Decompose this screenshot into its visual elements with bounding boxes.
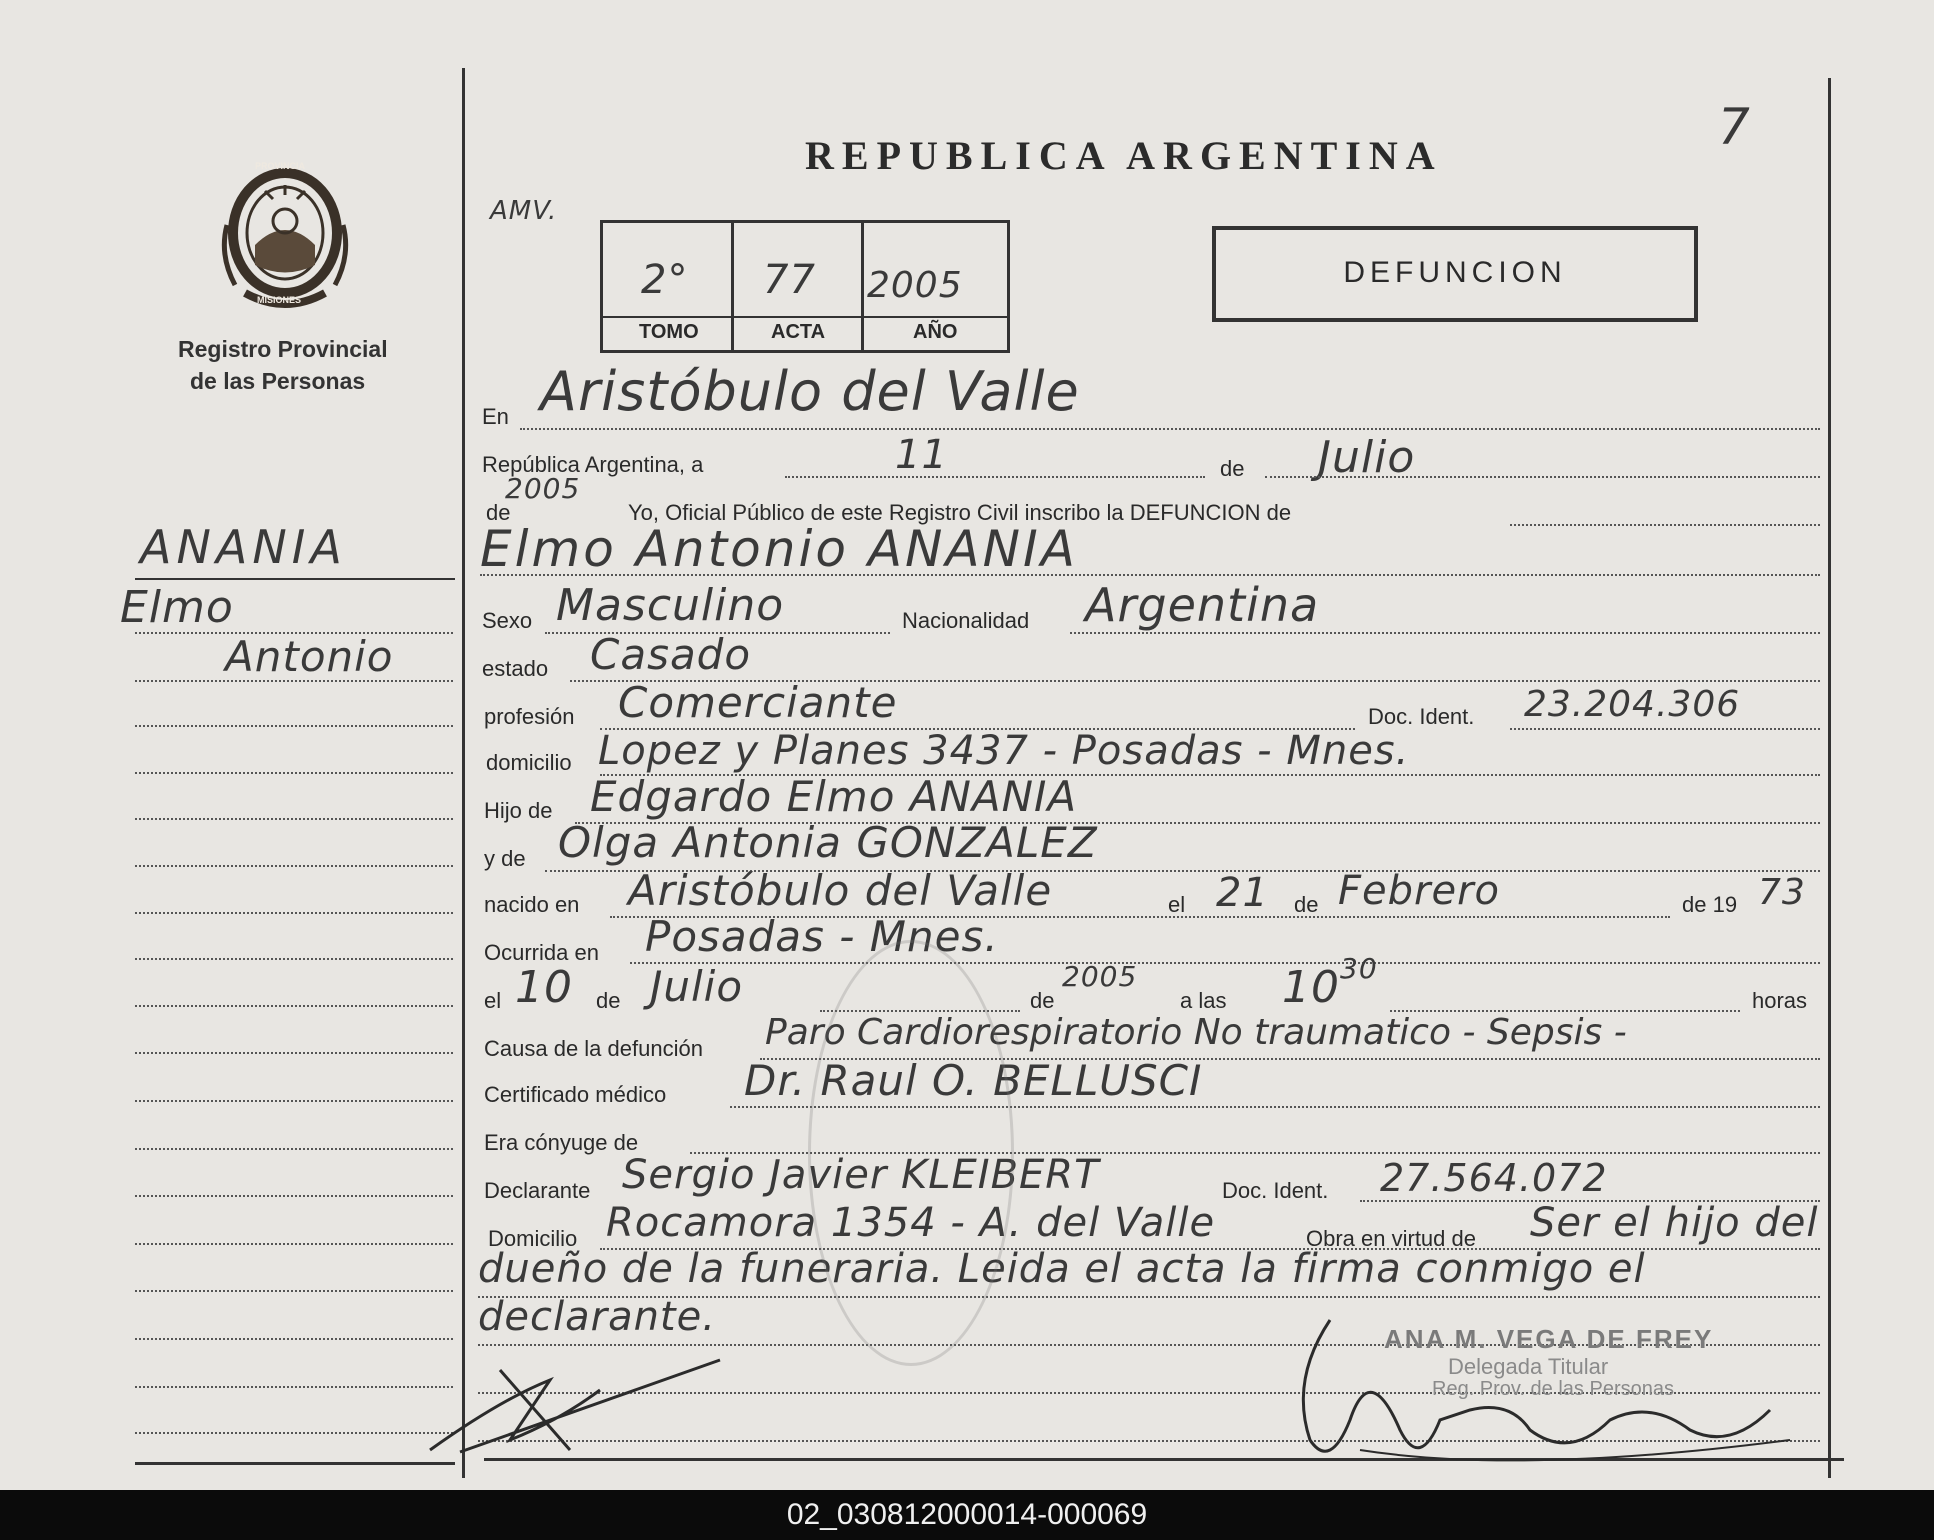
label-de-3: de (596, 988, 621, 1013)
margin-dotline (135, 1052, 453, 1054)
seal-top-text: PROVINCIA (255, 161, 306, 171)
label-de-mes: de (1294, 892, 1319, 917)
label-domicilio: domicilio (486, 750, 572, 775)
doc-type-label: DEFUNCION (1343, 256, 1567, 289)
seal-bottom-text: MISIONES (257, 295, 302, 305)
value-ocurrida-mes: Julio (650, 962, 744, 1011)
tomo-value: 2° (641, 257, 689, 303)
right-border-rule (1828, 78, 1831, 1478)
row-dotline (520, 428, 1820, 430)
value-minutos: 30 (1340, 952, 1378, 985)
value-nacido-ano: 73 (1758, 872, 1806, 913)
label-doc-ident: Doc. Ident. (1368, 704, 1475, 729)
registry-name-line2: de las Personas (190, 368, 366, 394)
margin-dotline (135, 680, 453, 682)
value-medico: Dr. Raul O. BELLUSCI (744, 1056, 1203, 1105)
margin-dotline (135, 725, 453, 727)
label-estado: estado (482, 656, 549, 681)
acta-value: 77 (763, 257, 816, 303)
label-obra: Obra en virtud de (1306, 1226, 1476, 1251)
row-dotline (630, 962, 1820, 964)
row-dotline (785, 476, 1205, 478)
official-stamp-org: Reg. Prov. de las Personas (1432, 1378, 1674, 1400)
bottom-rule-left (135, 1462, 455, 1465)
round-stamp (808, 940, 1014, 1366)
label-el-2: el (484, 988, 502, 1013)
value-declarante-dom: Rocamora 1354 - A. del Valle (606, 1200, 1216, 1246)
acta-label: ACTA (771, 321, 826, 343)
label-de-month: de (1220, 456, 1245, 481)
value-estado: Casado (590, 630, 752, 679)
record-box-divider-2 (861, 223, 864, 350)
value-padre: Edgardo Elmo ANANIA (590, 772, 1078, 821)
margin-rule (135, 578, 455, 580)
value-day: 11 (895, 432, 948, 478)
record-box-divider-1 (731, 223, 734, 350)
value-ocurrida-dia: 10 (515, 962, 573, 1013)
record-box-label-rule (603, 316, 1007, 318)
margin-dotline (135, 632, 453, 634)
label-conyuge: Era cónyuge de (484, 1130, 639, 1155)
label-nacionalidad: Nacionalidad (902, 608, 1030, 633)
margin-dotline (135, 912, 453, 914)
margin-dotline (135, 1432, 453, 1434)
margin-dotline (135, 958, 453, 960)
registry-name-line1: Registro Provincial (178, 336, 388, 362)
margin-dotline (135, 1005, 453, 1007)
margin-dotline (135, 818, 453, 820)
margin-dotline (135, 1338, 453, 1340)
label-a-las: a las (1180, 988, 1227, 1013)
value-nacido-dia: 21 (1216, 870, 1269, 916)
value-obra: Ser el hijo del (1530, 1200, 1819, 1246)
label-y-de: y de (484, 846, 526, 871)
value-declarante-doc: 27.564.072 (1380, 1156, 1608, 1200)
label-ocurrida-en: Ocurrida en (484, 940, 599, 965)
doc-type-box (1212, 226, 1698, 322)
value-domicilio: Lopez y Planes 3437 - Posadas - Mnes. (598, 728, 1410, 774)
tomo-label: TOMO (639, 321, 699, 343)
margin-dotline (135, 772, 453, 774)
value-nacido-lugar: Aristóbulo del Valle (628, 866, 1053, 915)
ano-value: 2005 (867, 265, 963, 306)
row-dotline (1510, 728, 1820, 730)
value-year: 2005 (505, 472, 581, 505)
seal-emblem-icon (215, 155, 355, 310)
margin-dotline (135, 1100, 453, 1102)
value-profesion: Comerciante (618, 678, 898, 727)
label-horas: horas (1752, 988, 1808, 1013)
label-de-4: de (1030, 988, 1055, 1013)
margin-dotline (135, 1290, 453, 1292)
margin-dotline (135, 865, 453, 867)
value-month: Julio (1318, 432, 1416, 483)
declarant-signature-icon (420, 1340, 740, 1460)
row-dotline (1265, 476, 1820, 478)
file-id-footer: 02_030812000014-000069 (0, 1490, 1934, 1540)
value-continuation-1: dueño de la funeraria. Leida el acta la firma conmigo el (478, 1246, 1646, 1292)
margin-given2: Antonio (225, 632, 394, 681)
label-causa: Causa de la defunción (484, 1036, 703, 1061)
ano-label: AÑO (913, 321, 958, 343)
value-doc: 23.204.306 (1524, 684, 1741, 725)
margin-dotline (135, 1195, 453, 1197)
label-de-year: de (486, 500, 511, 525)
label-republica: República Argentina, a (482, 452, 704, 477)
page-number: 7 (1718, 98, 1751, 156)
label-certificado: Certificado médico (484, 1082, 667, 1107)
row-dotline (1510, 524, 1820, 526)
label-en: En (482, 404, 509, 429)
value-continuation-2: declarante. (478, 1294, 716, 1340)
label-hijo-de: Hijo de (484, 798, 553, 823)
margin-surname: ANANIA (140, 520, 347, 574)
label-doc-ident-2: Doc. Ident. (1222, 1178, 1329, 1203)
official-signature-icon (1270, 1300, 1810, 1480)
record-box (600, 220, 1010, 353)
label-de-19: de 19 (1682, 892, 1738, 917)
label-sexo: Sexo (482, 608, 533, 633)
margin-dotline (135, 1148, 453, 1150)
left-column-rule (462, 68, 465, 1478)
label-domicilio-2: Domicilio (488, 1226, 578, 1251)
value-sexo: Masculino (556, 580, 785, 631)
document-title: REPUBLICA ARGENTINA (805, 133, 1443, 178)
label-profesion: profesión (484, 704, 575, 729)
label-yo-oficial: Yo, Oficial Público de este Registro Civil inscribo la DEFUNCION de (628, 500, 1292, 525)
value-nacionalidad: Argentina (1085, 578, 1320, 632)
value-declarante: Sergio Javier KLEIBERT (622, 1152, 1100, 1198)
misiones-seal (215, 155, 355, 310)
margin-dotline (135, 1386, 453, 1388)
label-declarante: Declarante (484, 1178, 591, 1203)
value-hora: 10 (1282, 962, 1340, 1013)
initials: AMV. (490, 196, 558, 226)
margin-dotline (135, 1243, 453, 1245)
label-nacido-en: nacido en (484, 892, 580, 917)
official-stamp-title: Delegada Titular (1448, 1354, 1609, 1379)
value-deceased: Elmo Antonio ANANIA (480, 520, 1078, 578)
official-stamp-name: ANA M. VEGA DE FREY (1384, 1324, 1714, 1354)
margin-given1: Elmo (120, 582, 234, 633)
row-dotline (480, 574, 1820, 576)
value-place: Aristóbulo del Valle (540, 360, 1080, 423)
label-el: el (1168, 892, 1186, 917)
value-ocurrida-ano: 2005 (1062, 960, 1138, 993)
value-nacido-mes: Febrero (1338, 868, 1500, 914)
value-madre: Olga Antonia GONZALEZ (558, 818, 1098, 867)
value-ocurrida: Posadas - Mnes. (645, 912, 999, 961)
row-dotline (1070, 632, 1820, 634)
value-causa: Paro Cardiorespiratorio No traumatico - Sepsis - (765, 1012, 1627, 1053)
